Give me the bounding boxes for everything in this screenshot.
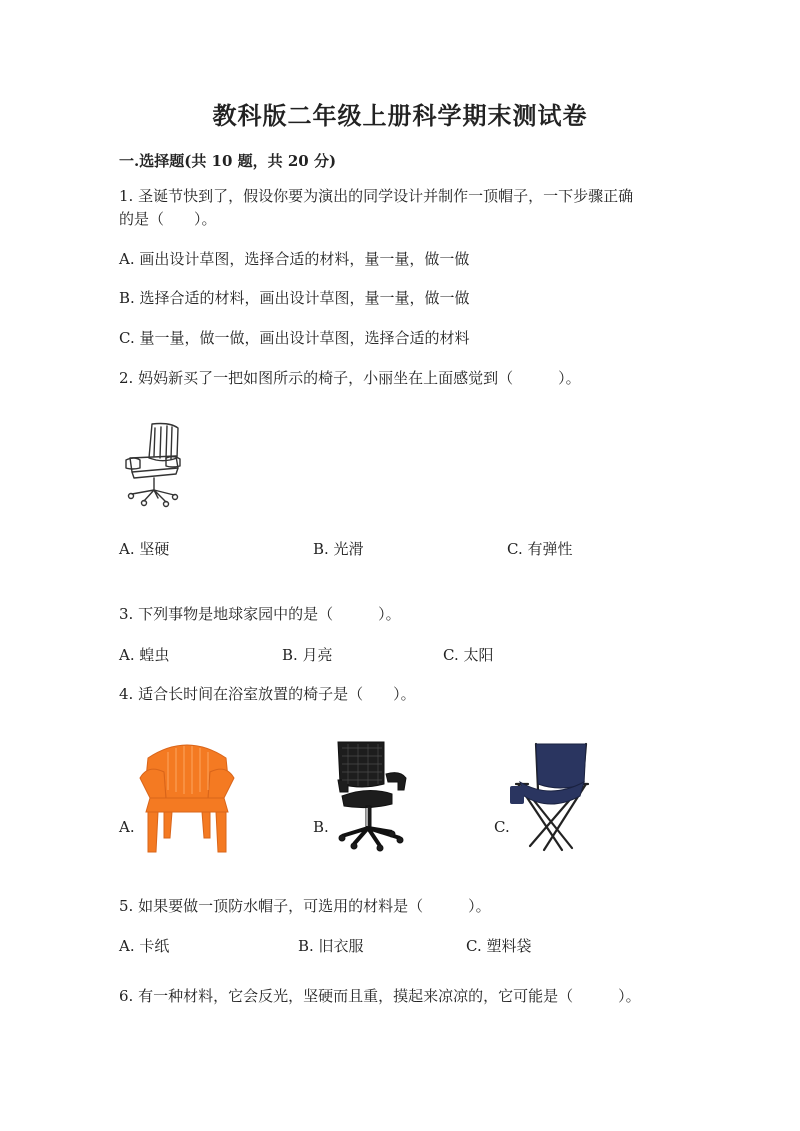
question-1-option-a: A. 画出设计草图，选择合适的材料，量一量，做一做 xyxy=(119,250,470,268)
question-2-option-a: A. 坚硬 xyxy=(119,540,170,558)
question-2-stem: 2. 妈妈新买了一把如图所示的椅子，小丽坐在上面感觉到（ ）。 xyxy=(119,369,581,387)
question-1-option-c: C. 量一量，做一做，画出设计草图，选择合适的材料 xyxy=(119,329,470,347)
question-4-option-b: B. xyxy=(313,818,329,836)
section-heading: 一.选择题(共 10 题，共 20 分) xyxy=(119,152,337,170)
question-4-option-c: C. xyxy=(494,818,510,836)
question-5-option-b: B. 旧衣服 xyxy=(298,937,364,955)
page-title: 教科版二年级上册科学期末测试卷 xyxy=(212,101,588,130)
question-3-option-b: B. 月亮 xyxy=(282,646,333,664)
question-1-stem-line-2: 的是（ ）。 xyxy=(119,210,217,228)
question-3-stem: 3. 下列事物是地球家园中的是（ ）。 xyxy=(119,605,401,623)
question-5-option-a: A. 卡纸 xyxy=(119,937,170,955)
question-3-option-c: C. 太阳 xyxy=(443,646,494,664)
office-armchair-drawing xyxy=(122,422,184,506)
orange-plastic-chair-image xyxy=(138,738,236,854)
question-5-option-c: C. 塑料袋 xyxy=(466,937,532,955)
black-mesh-office-chair-image xyxy=(334,740,410,852)
question-1-stem-line-1: 1. 圣诞节快到了，假设你要为演出的同学设计并制作一顶帽子，一下步骤正确 xyxy=(119,187,634,205)
question-5-stem: 5. 如果要做一顶防水帽子，可选用的材料是（ ）。 xyxy=(119,897,491,915)
question-2-option-c: C. 有弹性 xyxy=(507,540,573,558)
blue-folding-camp-chair-image xyxy=(510,740,594,854)
question-3-option-a: A. 蝗虫 xyxy=(119,646,170,664)
question-6-stem: 6. 有一种材料，它会反光，坚硬而且重，摸起来凉凉的，它可能是（ ）。 xyxy=(119,987,641,1005)
question-1-option-b: B. 选择合适的材料，画出设计草图，量一量，做一做 xyxy=(119,289,470,307)
question-2-option-b: B. 光滑 xyxy=(313,540,364,558)
question-4-stem: 4. 适合长时间在浴室放置的椅子是（ ）。 xyxy=(119,685,416,703)
question-4-option-a: A. xyxy=(119,818,135,836)
